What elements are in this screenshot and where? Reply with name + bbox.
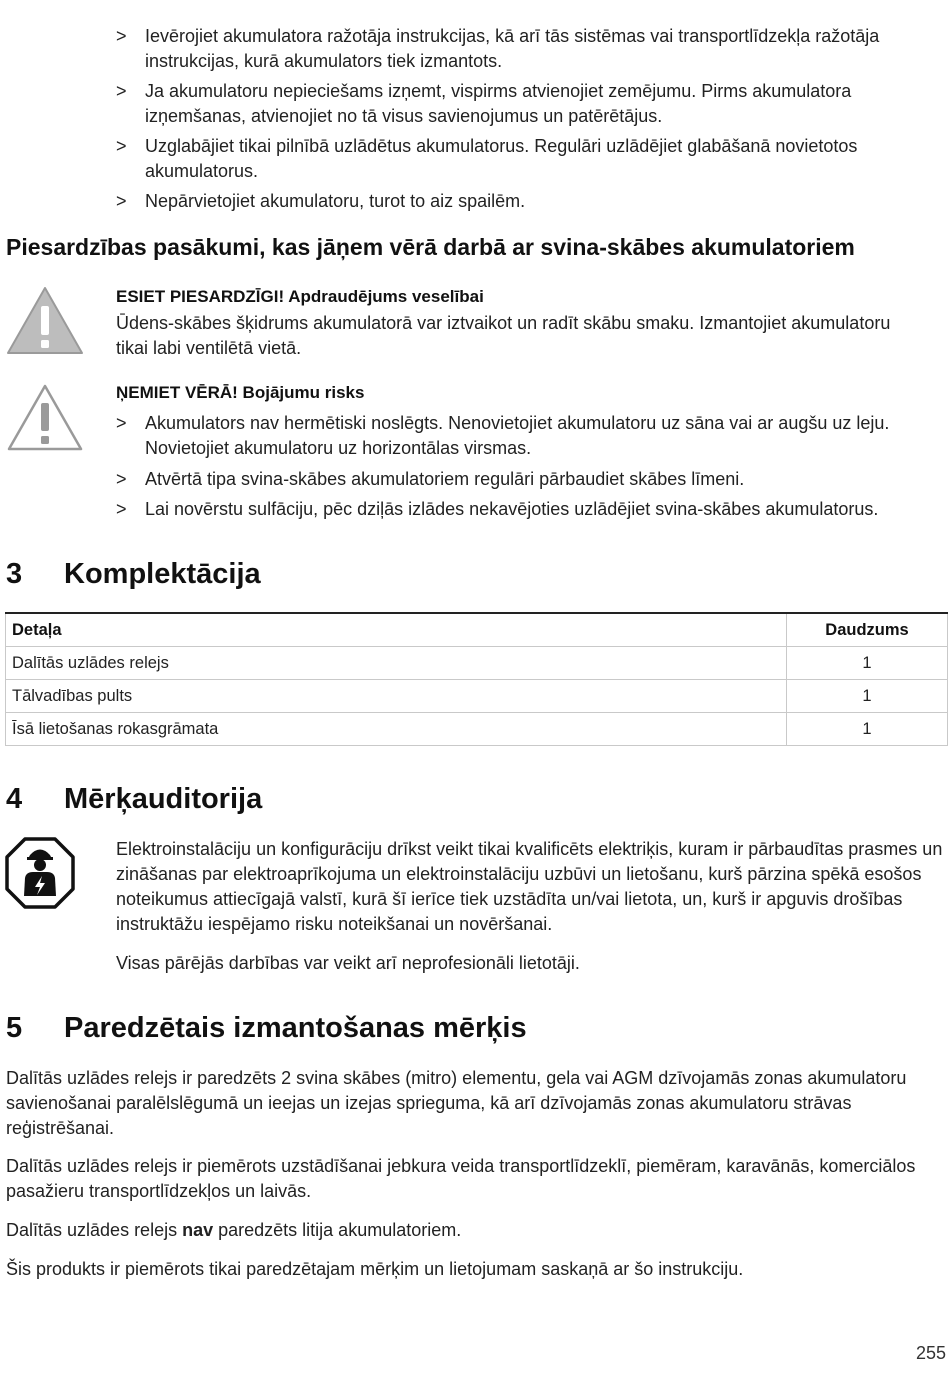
bullet-text: Akumulators nav hermētiski noslēgts. Nenovietojiet akumulatoru uz sāna vai ar augšu uz leju. Novietojiet akumulatoru uz horizontālas virsmas. bbox=[145, 413, 890, 458]
notice-title: ŅEMIET VĒRĀ! Bojājumu risks bbox=[116, 383, 365, 402]
section-4-heading bbox=[6, 783, 262, 816]
section-title: Komplektācija bbox=[64, 558, 261, 590]
section-number: 3 bbox=[6, 558, 23, 590]
bullet-marker: > bbox=[116, 191, 127, 211]
purpose-paragraph-4: Šis produkts ir piemērots tikai paredzētajam mērķim un lietojumam saskaņā ar šo instrukciju. bbox=[6, 1259, 744, 1279]
table-cell-quantity: 1 bbox=[787, 647, 948, 680]
emphasis-not: nav bbox=[182, 1220, 214, 1240]
caution-text: Ūdens-skābes šķidrums akumulatorā var iztvaikot un radīt skābu smaku. Izmantojiet akumulatoru tikai labi ventilētā vietā. bbox=[116, 313, 891, 358]
column-header-part: Detaļa bbox=[6, 613, 787, 647]
purpose-paragraph-2: Dalītās uzlādes relejs ir piemērots uzstādīšanai jebkura veida transportlīdzeklī, piemēram, karavānās, komerciālos pasažieru transportlīdzekļos un laivās. bbox=[6, 1156, 916, 1201]
bullet-text: Ievērojiet akumulatora ražotāja instrukcijas, kā arī tās sistēmas vai transportlīdzekļa ražotāja instrukcijas, kurā akumulators tiek izmantots. bbox=[145, 26, 880, 71]
column-header-quantity: Daudzums bbox=[787, 613, 948, 647]
page-number: 255 bbox=[915, 1343, 946, 1363]
contents-table bbox=[5, 612, 948, 746]
audience-paragraph: Elektroinstalāciju un konfigurāciju drīkst veikt tikai kvalificēts elektriķis, kuram ir pārbaudītas prasmes un zināšanas par elektroaprīkojuma un elektroinstalāciju uzbūvi un lietošanu, kurš pārzina spēkā esošos noteikumus attiecīgajā valstī, kurā šī ierīce tiek uzstādīta un/vai lietota, un, kurš ir apguvis drošības instruktāžu iespējamo risku noteikšanai un novēršanai. bbox=[116, 839, 943, 934]
bullet-marker: > bbox=[116, 499, 127, 519]
caution-title: ESIET PIESARDZĪGI! Apdraudējums veselībai bbox=[116, 287, 484, 306]
bullet-text: Lai novērstu sulfāciju, pēc dziļās izlādes nekavējoties uzlādējiet svina-skābes akumulatorus. bbox=[145, 499, 879, 519]
section-title: Mērķauditorija bbox=[64, 783, 263, 815]
section-3-heading bbox=[6, 558, 261, 591]
electrician-icon bbox=[4, 836, 76, 910]
bullet-marker: > bbox=[116, 26, 127, 46]
section-5-heading bbox=[6, 1012, 527, 1045]
bullet-marker: > bbox=[116, 136, 127, 156]
text-span: Dalītās uzlādes relejs bbox=[6, 1220, 183, 1240]
table-row bbox=[6, 647, 948, 680]
table-cell-part: Tālvadības pults bbox=[6, 680, 787, 713]
section-number: 5 bbox=[6, 1012, 23, 1044]
purpose-paragraph-1: Dalītās uzlādes relejs ir paredzēts 2 svina skābes (mitro) elementu, gela vai AGM dzīvojamās zonas akumulatoru savienošanai paralēlslēgumā un ieejas un izejas sprieguma, kā arī dzīvojamās zonas akumulatoru strāvas reģistrēšanai. bbox=[6, 1068, 907, 1138]
table-cell-quantity: 1 bbox=[787, 713, 948, 746]
bullet-marker: > bbox=[116, 81, 127, 101]
table-cell-part: Dalītās uzlādes relejs bbox=[6, 647, 787, 680]
table-cell-part: Īsā lietošanas rokasgrāmata bbox=[6, 713, 787, 746]
table-row bbox=[6, 713, 948, 746]
table-row bbox=[6, 680, 948, 713]
bullet-text: Uzglabājiet tikai pilnībā uzlādētus akumulatorus. Regulāri uzlādējiet glabāšanā novietotos akumulatorus. bbox=[145, 136, 858, 181]
table-header-row bbox=[6, 613, 948, 647]
audience-paragraph-2: Visas pārējās darbības var veikt arī neprofesionāli lietotāji. bbox=[116, 953, 580, 973]
text-span: paredzēts litija akumulatoriem. bbox=[213, 1220, 462, 1240]
lead-acid-heading: Piesardzības pasākumi, kas jāņem vērā darbā ar svina-skābes akumulatoriem bbox=[6, 234, 855, 260]
bullet-marker: > bbox=[116, 413, 127, 433]
bullet-text: Nepārvietojiet akumulatoru, turot to aiz spailēm. bbox=[145, 191, 526, 211]
bullet-text: Ja akumulatoru nepieciešams izņemt, vispirms atvienojiet zemējumu. Pirms akumulatora izņemšanas, atvienojiet no tā visus savienojumus un patērētājus. bbox=[145, 81, 852, 126]
section-title: Paredzētais izmantošanas mērķis bbox=[64, 1012, 527, 1044]
purpose-paragraph-3 bbox=[6, 1218, 946, 1243]
bullet-marker: > bbox=[116, 469, 127, 489]
bullet-text: Atvērtā tipa svina-skābes akumulatoriem regulāri pārbaudiet skābes līmeni. bbox=[145, 469, 745, 489]
warning-triangle-filled-icon bbox=[5, 285, 85, 357]
section-number: 4 bbox=[6, 783, 23, 815]
warning-triangle-outline-icon bbox=[5, 382, 85, 454]
table-cell-quantity: 1 bbox=[787, 680, 948, 713]
